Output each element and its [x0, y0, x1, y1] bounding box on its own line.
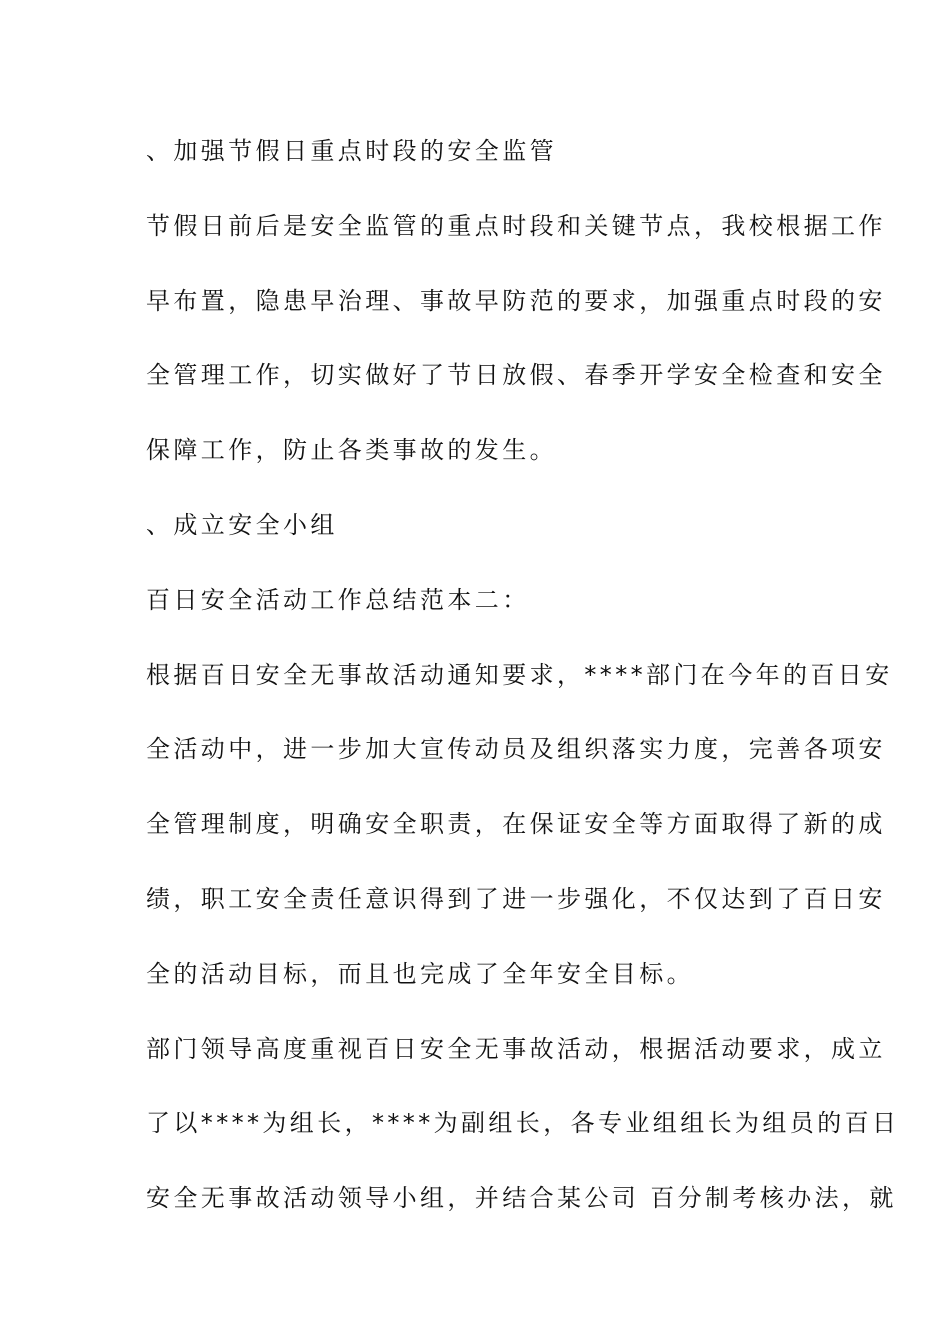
paragraph-line: 早布置，隐患早治理、事故早防范的要求，加强重点时段的安	[146, 286, 886, 315]
paragraph-line: 节假日前后是安全监管的重点时段和关键节点，我校根据工作	[146, 211, 886, 240]
section-heading-safety-group: 、成立安全小组	[146, 510, 338, 539]
paragraph-line: 全管理工作，切实做好了节日放假、春季开学安全检查和安全	[146, 361, 886, 390]
paragraph-line: 保障工作，防止各类事故的发生。	[146, 436, 557, 465]
section-heading-sample-two: 百日安全活动工作总结范本二：	[146, 585, 530, 614]
document-body	[146, 126, 900, 1248]
paragraph-line: 全的活动目标，而且也完成了全年安全目标。	[146, 959, 694, 988]
paragraph-line: 全活动中，进一步加大宣传动员及组织落实力度，完善各项安	[146, 735, 886, 764]
paragraph-line: 绩，职工安全责任意识得到了进一步强化，不仅达到了百日安	[146, 884, 886, 913]
section-heading-holiday-supervision: 、加强节假日重点时段的安全监管	[146, 137, 557, 165]
paragraph-line: 部门领导高度重视百日安全无事故活动，根据活动要求，成立	[146, 1034, 886, 1063]
paragraph-line: 根据百日安全无事故活动通知要求，****部门在今年的百日安	[146, 660, 893, 689]
paragraph-line: 了以****为组长，****为副组长，各专业组组长为组员的百日	[146, 1109, 900, 1138]
paragraph-line: 全管理制度，明确安全职责，在保证安全等方面取得了新的成	[146, 810, 886, 839]
paragraph-line: 安全无事故活动领导小组，并结合某公司 百分制考核办法，就	[146, 1184, 897, 1213]
